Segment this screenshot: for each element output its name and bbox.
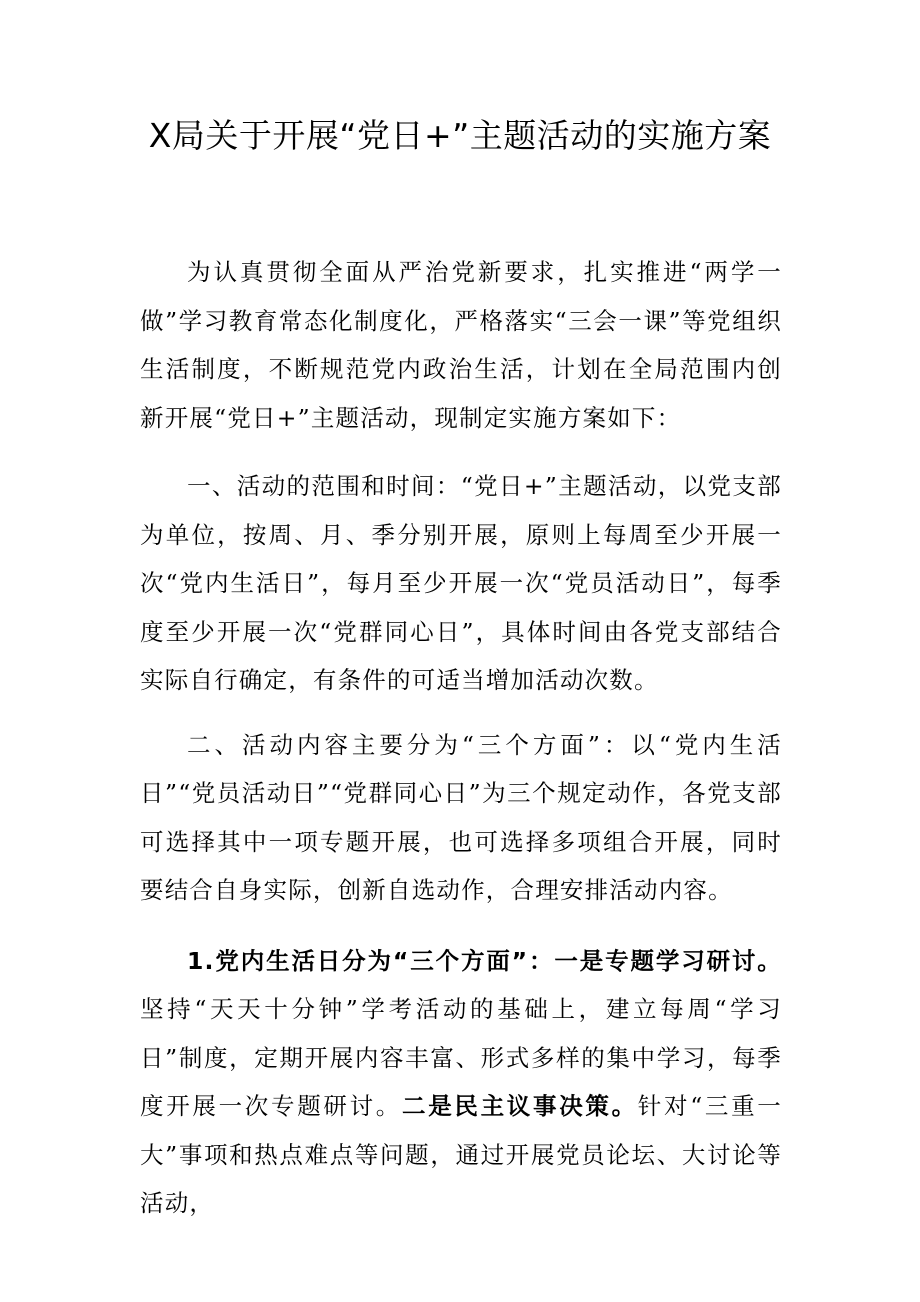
party-life-day-paragraph (140, 937, 782, 1228)
party-life-day-text-b: 针对“三重一大”事项和热点难点等问题，通过开展党员论坛、大讨论等活动， (140, 1092, 783, 1217)
democratic-decision-subheading: 二是民主议事决策。 (402, 1092, 638, 1120)
document-body (140, 248, 782, 1244)
party-life-day-text-a: 坚持“天天十分钟”学考活动的基础上，建立每周“学习日”制度，定期开展内容丰富、形式多样的集中学习，每季度开展一次专题研讨。 (140, 995, 782, 1120)
intro-paragraph: 为认真贯彻全面从严治党新要求，扎实推进“两学一做”学习教育常态化制度化，严格落实“三会一课”等党组织生活制度，不断规范党内政治生活，计划在全局范围内创新开展“党日+”主题活动，现制定实施方案如下： (140, 258, 782, 432)
party-life-day-heading: 1.党内生活日分为“三个方面”：一是专题学习研讨。 (187, 946, 782, 975)
section-two-paragraph: 二、活动内容主要分为“三个方面”：以“党内生活日”“党员活动日”“党群同心日”为三个规定动作，各党支部可选择其中一项专题开展，也可选择多项组合开展，同时要结合自身实际，创新自选动作，合理安排活动内容。 (140, 730, 782, 904)
section-one-paragraph: 一、活动的范围和时间：“党日+”主题活动，以党支部为单位，按周、月、季分别开展，原则上每周至少开展一次“党内生活日”，每月至少开展一次“党员活动日”，每季度至少开展一次“党群同心日”，具体时间由各党支部结合实际自行确定，有条件的可适当增加活动次数。 (140, 472, 782, 694)
document-title: X局关于开展“党日+”主题活动的实施方案 (148, 116, 772, 155)
